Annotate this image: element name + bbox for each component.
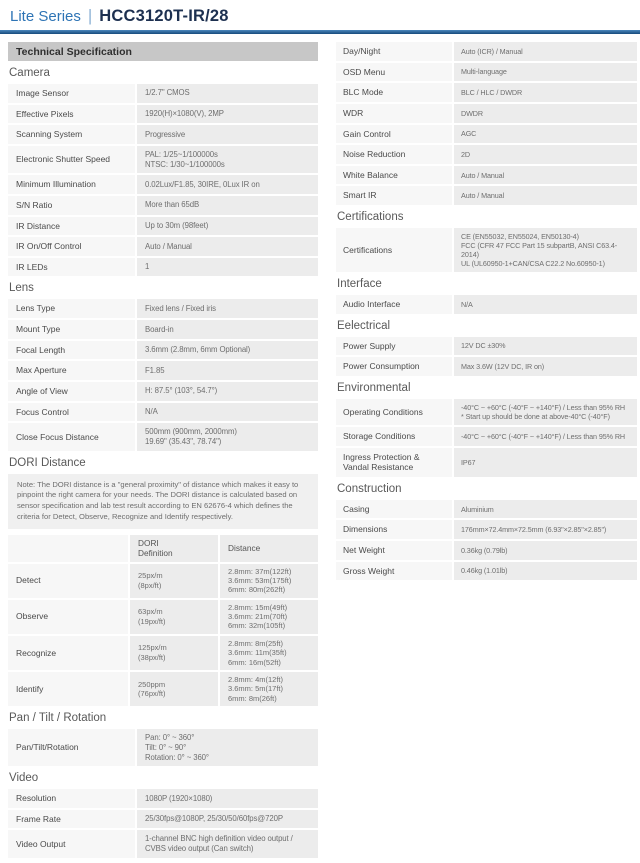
spec-label: Focus Control [8, 403, 135, 422]
spec-row [8, 125, 318, 144]
right-column [336, 42, 637, 860]
spec-value [137, 125, 318, 144]
spec-value-line: Progressive [145, 129, 186, 139]
dori-row-label: Recognize [8, 636, 128, 670]
spec-label: WDR [336, 104, 452, 123]
dori-definition [130, 564, 218, 598]
dori-definition [130, 672, 218, 706]
dori-definition-line: (19px/ft) [138, 616, 166, 626]
spec-value-line: Auto / Manual [461, 170, 505, 180]
dori-definition-line: 250ppm [138, 679, 166, 689]
spec-label: Smart IR [336, 186, 452, 205]
spec-value-line: 25/30fps@1080P, 25/30/50/60fps@720P [145, 814, 283, 824]
dori-distance-line: 3.6mm: 11m(35ft) [228, 648, 287, 658]
dori-definition-line: (38px/ft) [138, 652, 166, 662]
spec-value [137, 217, 318, 236]
dori-distance-line: 6mm: 16m(52ft) [228, 657, 281, 667]
spec-row [336, 63, 637, 82]
spec-row [8, 175, 318, 194]
spec-row [8, 258, 318, 277]
spec-row [8, 341, 318, 360]
spec-value [137, 729, 318, 766]
spec-value-line: More than 65dB [145, 200, 200, 210]
spec-value-line: 1920(H)×1080(V), 2MP [145, 109, 224, 119]
spec-value [137, 196, 318, 215]
spec-label: Focal Length [8, 341, 135, 360]
dori-header-blank [8, 535, 128, 562]
section-heading: Interface [337, 278, 382, 290]
spec-section [8, 772, 318, 858]
spec-value [454, 145, 637, 164]
spec-value-line: 1/2.7" CMOS [145, 88, 190, 98]
spec-row [8, 299, 318, 318]
spec-row [8, 217, 318, 236]
dori-definition-line: 25px/m [138, 571, 163, 581]
spec-value-line: Tilt: 0° ~ 90° [145, 742, 187, 752]
spec-value [454, 337, 637, 356]
spec-label: Storage Conditions [336, 427, 452, 446]
spec-value [137, 237, 318, 256]
spec-label: Pan/Tilt/Rotation [8, 729, 135, 766]
spec-row [8, 403, 318, 422]
spec-value-line: UL (UL60950-1+CAN/CSA C22.2 No.60950-1) [461, 259, 605, 268]
dori-distance [220, 636, 318, 670]
spec-label: Electronic Shutter Speed [8, 146, 135, 173]
spec-value [137, 341, 318, 360]
spec-value [137, 361, 318, 380]
dori-row-label: Detect [8, 564, 128, 598]
dori-header-definition [130, 535, 218, 562]
spec-label: OSD Menu [336, 63, 452, 82]
spec-section [336, 211, 637, 272]
spec-value [454, 562, 637, 581]
spec-value-line: IP67 [461, 457, 476, 467]
spec-label: Scanning System [8, 125, 135, 144]
spec-value-line: 2D [461, 149, 470, 159]
spec-row [336, 337, 637, 356]
spec-value [454, 520, 637, 539]
spec-label: Effective Pixels [8, 105, 135, 124]
dori-header-definition-line: DORI [138, 537, 159, 548]
spec-value-line: BLC / HLC / DWDR [461, 88, 523, 98]
spec-section [8, 457, 318, 706]
spec-value [454, 357, 637, 376]
spec-value [454, 228, 637, 272]
dori-header-distance: Distance [220, 535, 318, 562]
spec-row [8, 146, 318, 173]
section-heading: DORI Distance [9, 456, 86, 469]
spec-row [336, 145, 637, 164]
section-heading: Certifications [337, 211, 404, 223]
spec-section [8, 712, 318, 766]
spec-label: Close Focus Distance [8, 423, 135, 450]
spec-value-line: CE (EN55032, EN55024, EN50130-4) [461, 232, 579, 241]
spec-value-line: Auto / Manual [145, 241, 192, 251]
spec-label: White Balance [336, 166, 452, 185]
dori-definition-line: 63px/m [138, 607, 163, 617]
spec-value-line: Pan: 0° ~ 360° [145, 733, 195, 743]
dori-distance [220, 600, 318, 634]
section-heading: Lens [9, 282, 34, 295]
spec-row [8, 382, 318, 401]
spec-value [137, 810, 318, 829]
spec-row [8, 729, 318, 766]
spec-label: Audio Interface [336, 295, 452, 314]
spec-value [137, 830, 318, 857]
spec-value-line: Auto / Manual [461, 191, 505, 201]
spec-row [8, 84, 318, 103]
spec-label: Angle of View [8, 382, 135, 401]
dori-row [8, 600, 318, 634]
spec-value [137, 403, 318, 422]
model-number: HCC3120T-IR/28 [99, 7, 229, 25]
dori-distance-line: 6mm: 80m(262ft) [228, 585, 286, 595]
spec-label: Lens Type [8, 299, 135, 318]
spec-value-line: 0.46kg (1.01lb) [461, 566, 508, 576]
series-label: Lite Series [10, 8, 81, 25]
dori-distance-line: 2.8mm: 4m(12ft) [228, 674, 284, 684]
spec-label: S/N Ratio [8, 196, 135, 215]
spec-row [8, 105, 318, 124]
spec-label: Noise Reduction [336, 145, 452, 164]
spec-value-line: 1-channel BNC high definition video output / CVBS video output (Can switch) [145, 834, 293, 854]
spec-label: Image Sensor [8, 84, 135, 103]
dori-distance-line: 3.6mm: 21m(70ft) [228, 612, 288, 622]
spec-value-line: Aluminium [461, 504, 494, 514]
dori-distance-line: 3.6mm: 53m(175ft) [228, 575, 292, 585]
section-heading: Camera [9, 67, 50, 79]
spec-row [336, 541, 637, 560]
section-heading: Environmental [337, 381, 411, 394]
spec-label: IR On/Off Control [8, 237, 135, 256]
spec-value-line: 19.69" (35.43", 78.74") [145, 436, 222, 446]
spec-section [336, 382, 637, 477]
dori-distance-line: 3.6mm: 5m(17ft) [228, 684, 284, 694]
spec-row [336, 42, 637, 61]
spec-row [8, 237, 318, 256]
spec-value [454, 104, 637, 123]
spec-value [137, 146, 318, 173]
dori-note: Note: The DORI distance is a "general proximity" of distance which makes it easy to pinpoint the right camera for your needs. The DORI distance is calculated based on sensor specification and lab test result according to EN 62676-4 which defines the criteria for Detect, Observe, Recognize and Identify respectively. [8, 474, 318, 529]
spec-value [454, 399, 637, 425]
spec-row [336, 562, 637, 581]
spec-value [454, 448, 637, 477]
spec-value-line: 0.36kg (0.79lb) [461, 545, 508, 555]
spec-row [8, 320, 318, 339]
spec-label: Resolution [8, 789, 135, 808]
spec-label: Power Consumption [336, 357, 452, 376]
dori-distance [220, 672, 318, 706]
right-sections [336, 42, 637, 580]
spec-value-line: NTSC: 1/30~1/100000s [145, 159, 225, 169]
dori-distance-line: 6mm: 32m(105ft) [228, 621, 286, 631]
section-heading: Construction [337, 482, 402, 495]
dori-definition-line: (76px/ft) [138, 688, 166, 698]
spec-label: Dimensions [336, 520, 452, 539]
spec-row [336, 228, 637, 272]
section-heading: Eelectrical [337, 319, 391, 332]
spec-value-line: Board-in [145, 324, 174, 334]
spec-section [336, 320, 637, 376]
spec-value-line: -40°C ~ +60°C (-40°F ~ +140°F) / Less than 95% RH [461, 402, 626, 412]
spec-value-line: 0.02Lux/F1.85, 30IRE, 0Lux IR on [145, 179, 260, 189]
spec-value [137, 258, 318, 277]
spec-value [454, 541, 637, 560]
section-heading: Pan / Tilt / Rotation [9, 712, 107, 725]
spec-row [336, 125, 637, 144]
spec-section [336, 483, 637, 581]
spec-value-line: * Start up should be done at above-40°C (-40°F) [461, 411, 610, 421]
spec-section [336, 278, 637, 314]
spec-value [454, 63, 637, 82]
spec-value [454, 83, 637, 102]
dori-row [8, 672, 318, 706]
spec-row [8, 789, 318, 808]
dori-definition [130, 636, 218, 670]
spec-row [336, 520, 637, 539]
dori-row [8, 564, 318, 598]
section-heading: Video [9, 772, 39, 785]
spec-label: Power Supply [336, 337, 452, 356]
spec-value-line: Rotation: 0° ~ 360° [145, 752, 209, 762]
dori-row-label: Identify [8, 672, 128, 706]
spec-label: Casing [336, 500, 452, 519]
spec-value-line: Multi-language [461, 67, 507, 77]
spec-value [454, 427, 637, 446]
spec-row [336, 500, 637, 519]
spec-row [8, 361, 318, 380]
spec-value [137, 320, 318, 339]
dori-distance [220, 564, 318, 598]
spec-value-line: Auto (ICR) / Manual [461, 46, 523, 56]
spec-label: Day/Night [336, 42, 452, 61]
dori-row-label: Observe [8, 600, 128, 634]
page-header [0, 0, 640, 26]
spec-value-line: 500mm (900mm, 2000mm) [145, 427, 237, 437]
spec-value [137, 423, 318, 450]
spec-value [454, 295, 637, 314]
spec-value-line: H: 87.5° (103°, 54.7°) [145, 386, 218, 396]
spec-value [454, 125, 637, 144]
spec-label: Gross Weight [336, 562, 452, 581]
technical-specification-bar: Technical Specification [8, 42, 318, 61]
spec-value-line: N/A [461, 299, 473, 309]
dori-distance-line: 2.8mm: 8m(25ft) [228, 638, 284, 648]
dori-header-row [8, 535, 318, 562]
spec-value-line: 1 [145, 262, 150, 272]
spec-value [454, 186, 637, 205]
spec-label: Ingress Protection & Vandal Resistance [336, 448, 452, 477]
spec-row [336, 166, 637, 185]
spec-value-line: N/A [145, 407, 158, 417]
spec-value-line: Max 3.6W (12V DC, IR on) [461, 362, 545, 372]
left-column [8, 42, 318, 860]
left-sections [8, 67, 318, 858]
spec-label: IR Distance [8, 217, 135, 236]
spec-value [454, 42, 637, 61]
spec-label: Max Aperture [8, 361, 135, 380]
spec-row [336, 295, 637, 314]
dori-distance-line: 2.8mm: 37m(122ft) [228, 566, 292, 576]
spec-value [454, 500, 637, 519]
dori-distance-line: 6mm: 8m(26ft) [228, 693, 277, 703]
spec-value [137, 175, 318, 194]
spec-section [336, 42, 637, 205]
spec-section [8, 67, 318, 276]
spec-label: Minimum Illumination [8, 175, 135, 194]
spec-value [137, 789, 318, 808]
spec-value [137, 105, 318, 124]
spec-row [336, 399, 637, 425]
spec-label: IR LEDs [8, 258, 135, 277]
spec-label: Video Output [8, 830, 135, 857]
spec-section [8, 282, 318, 450]
spec-value-line: Up to 30m (98feet) [145, 221, 209, 231]
spec-value-line: 3.6mm (2.8mm, 6mm Optional) [145, 345, 251, 355]
spec-value-line: 12V DC ±30% [461, 341, 506, 351]
spec-value [137, 84, 318, 103]
spec-value-line: 1080P (1920×1080) [145, 793, 213, 803]
spec-value [137, 299, 318, 318]
spec-label: Gain Control [336, 125, 452, 144]
dori-definition-line: (8px/ft) [138, 580, 162, 590]
spec-value-line: -40°C ~ +60°C (-40°F ~ +140°F) / Less than 95% RH [461, 431, 626, 441]
spec-row [8, 196, 318, 215]
spec-value-line: PAL: 1/25~1/100000s [145, 149, 218, 159]
spec-value-line: 176mm×72.4mm×72.5mm (6.93"×2.85"×2.85") [461, 525, 607, 535]
spec-value-line: Fixed lens / Fixed iris [145, 303, 216, 313]
dori-definition-line: 125px/m [138, 643, 167, 653]
spec-label: BLC Mode [336, 83, 452, 102]
spec-row [8, 830, 318, 857]
spec-value [137, 382, 318, 401]
spec-label: Net Weight [336, 541, 452, 560]
header-divider: | [87, 6, 93, 25]
spec-row [336, 104, 637, 123]
spec-value-line: AGC [461, 129, 477, 139]
spec-value [454, 166, 637, 185]
spec-value-line: DWDR [461, 108, 483, 118]
spec-row [336, 186, 637, 205]
spec-label: Operating Conditions [336, 399, 452, 425]
spec-label: Certifications [336, 228, 452, 272]
spec-row [8, 810, 318, 829]
spec-columns [0, 34, 640, 860]
spec-row [336, 83, 637, 102]
spec-label: Mount Type [8, 320, 135, 339]
spec-value-line: F1.85 [145, 365, 165, 375]
dori-distance-line: 2.8mm: 15m(49ft) [228, 602, 288, 612]
dori-row [8, 636, 318, 670]
spec-row [336, 357, 637, 376]
dori-definition [130, 600, 218, 634]
spec-row [8, 423, 318, 450]
spec-label: Frame Rate [8, 810, 135, 829]
spec-row [336, 448, 637, 477]
dori-header-definition-line: Definition [138, 548, 173, 559]
spec-row [336, 427, 637, 446]
spec-value-line: FCC (CFR 47 FCC Part 15 subpartB, ANSI C63.4-2014) [461, 241, 618, 259]
